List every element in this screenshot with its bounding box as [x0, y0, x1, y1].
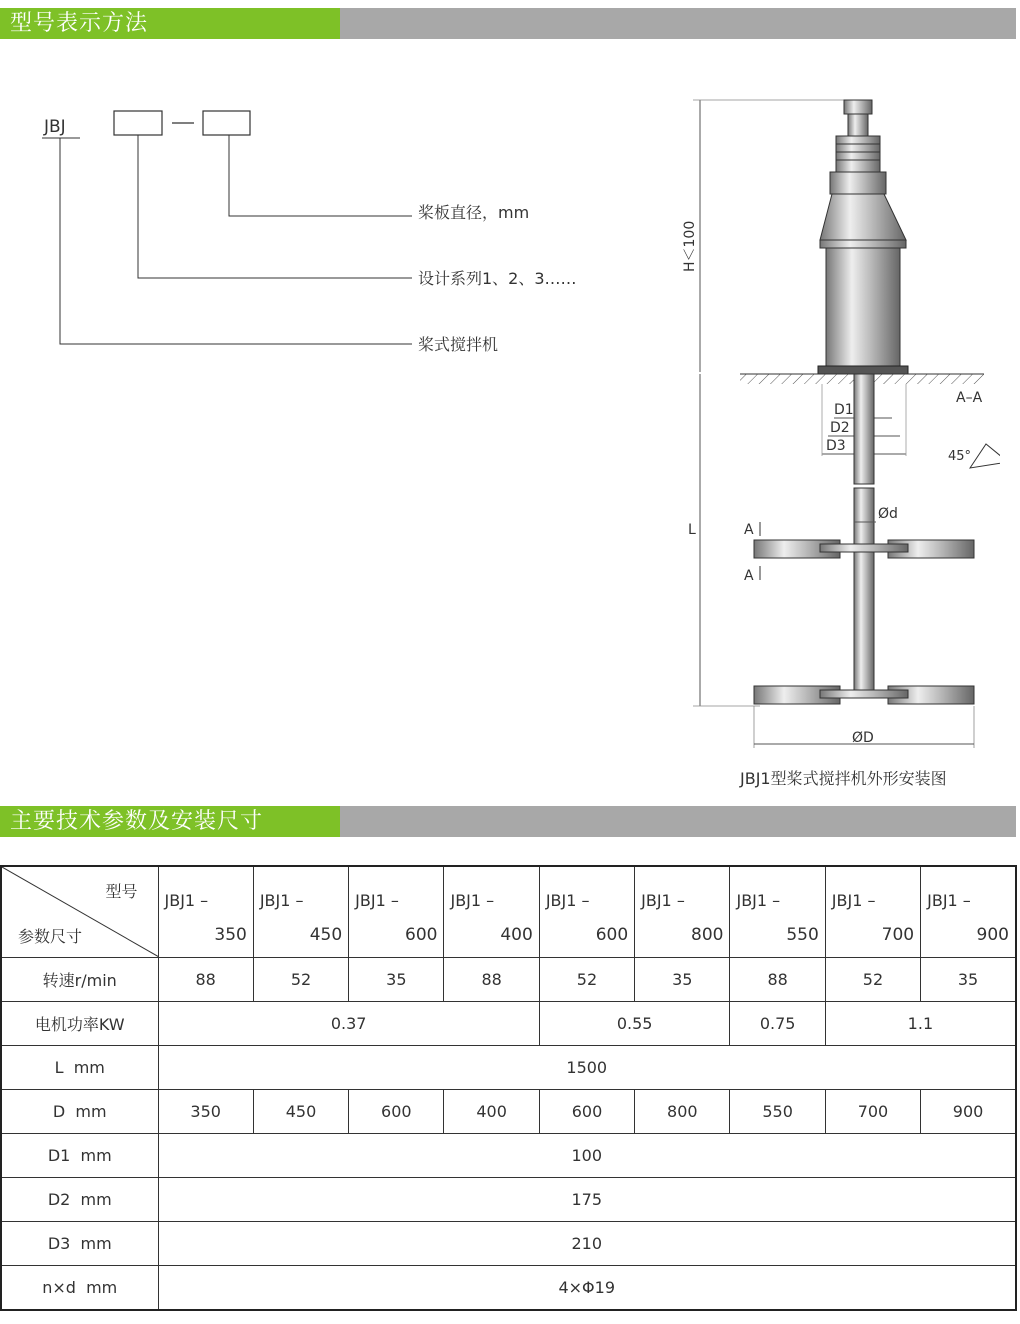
table-cell: 52	[825, 958, 920, 1002]
spec-table	[0, 865, 1017, 1311]
row-label: 转速r/min	[1, 958, 158, 1002]
motor-cap	[844, 100, 872, 114]
model-size: 900	[976, 925, 1009, 945]
section-aa-label: A–A	[956, 390, 983, 406]
legend-diameter: 桨板直径，mm	[418, 203, 530, 222]
section-a-top: A	[744, 522, 754, 538]
model-size: 600	[405, 925, 438, 945]
model-size: 550	[786, 925, 819, 945]
table-cell: 35	[921, 958, 1016, 1002]
table-cell: 210	[158, 1222, 1016, 1266]
table-cell: 1500	[158, 1046, 1016, 1090]
shaft-lower	[854, 488, 874, 698]
table-row	[1, 1090, 1016, 1134]
table-cell: 0.75	[730, 1002, 825, 1046]
model-series: JBJ1 –	[164, 891, 209, 910]
table-cell: 88	[158, 958, 253, 1002]
table-row	[1, 1266, 1016, 1311]
leader-diameter	[229, 135, 412, 216]
model-header-cell	[730, 866, 825, 958]
table-cell: 600	[539, 1090, 634, 1134]
dim-h-label: H＜100	[682, 220, 698, 272]
angle-symbol	[970, 444, 1000, 468]
table-cell: 175	[158, 1178, 1016, 1222]
shaft-upper	[854, 374, 874, 484]
model-size: 350	[214, 925, 247, 945]
model-series: JBJ1 –	[450, 891, 495, 910]
table-cell: 35	[635, 958, 730, 1002]
row-label: D2 mm	[1, 1178, 158, 1222]
table-cell: 450	[253, 1090, 348, 1134]
model-header-cell	[158, 866, 253, 958]
section-a-bottom: A	[744, 568, 754, 584]
model-size: 600	[595, 925, 629, 945]
model-header-cell	[444, 866, 539, 958]
table-cell: 600	[349, 1090, 444, 1134]
table-row	[1, 1178, 1016, 1222]
model-header-cell	[825, 866, 920, 958]
dim-d3-label: D3	[826, 438, 846, 454]
table-cell: 88	[730, 958, 825, 1002]
table-row	[1, 1002, 1016, 1046]
table-row	[1, 1046, 1016, 1090]
table-row	[1, 958, 1016, 1002]
table-row	[1, 1222, 1016, 1266]
table-cell: 52	[539, 958, 634, 1002]
model-series: JBJ1 –	[831, 891, 876, 910]
model-series: JBJ1 –	[927, 891, 971, 910]
table-cell: 35	[349, 958, 444, 1002]
table-cell: 900	[921, 1090, 1016, 1134]
table-cell: 4×Φ19	[158, 1266, 1016, 1311]
dim-d2-label: D2	[830, 420, 850, 436]
section-header-model-code	[0, 8, 1016, 39]
support-column	[826, 248, 900, 368]
model-size: 700	[881, 925, 915, 945]
diameter-box	[203, 111, 250, 135]
model-series: JBJ1 –	[355, 891, 399, 910]
section-header-specs	[0, 806, 1016, 837]
model-size: 800	[691, 925, 724, 945]
mount-flange	[818, 366, 908, 374]
row-label: D3 mm	[1, 1222, 158, 1266]
row-label: D1 mm	[1, 1134, 158, 1178]
table-header-row	[1, 866, 1016, 958]
reducer-cone	[820, 194, 906, 240]
section-title: 主要技术参数及安装尺寸	[10, 809, 264, 834]
series-box	[114, 111, 162, 135]
legend-type: 桨式搅拌机	[418, 335, 499, 354]
model-header-cell	[253, 866, 348, 958]
row-label: D mm	[1, 1090, 158, 1134]
dim-d1-label: D1	[834, 402, 854, 418]
drawing-caption: JBJ1型桨式搅拌机外形安装图	[740, 769, 947, 788]
table-cell: 800	[635, 1090, 730, 1134]
table-corner-cell	[1, 866, 158, 958]
model-header-cell	[921, 866, 1016, 958]
table-cell: 0.55	[539, 1002, 730, 1046]
row-label: 电机功率KW	[1, 1002, 158, 1046]
table-cell: 52	[253, 958, 348, 1002]
model-series: JBJ1 –	[545, 891, 590, 910]
table-row	[1, 1134, 1016, 1178]
model-code-diagram	[0, 90, 620, 370]
legend-series: 设计系列1、2、3……	[418, 269, 577, 288]
corner-param-label: 参数尺寸	[18, 927, 83, 946]
model-prefix: JBJ	[44, 117, 66, 137]
model-header-cell	[635, 866, 730, 958]
table-cell: 700	[825, 1090, 920, 1134]
dim-l-label: L	[688, 522, 696, 538]
leader-type	[60, 138, 412, 344]
model-series: JBJ1 –	[259, 891, 304, 910]
dim-phi-D-label: ØD	[852, 730, 874, 746]
table-cell: 400	[444, 1090, 539, 1134]
angle-label: 45°	[948, 449, 972, 464]
model-size: 450	[309, 925, 343, 945]
table-cell: 100	[158, 1134, 1016, 1178]
model-series: JBJ1 –	[641, 891, 685, 910]
model-series: JBJ1 –	[736, 891, 781, 910]
installation-drawing	[660, 90, 1000, 800]
dim-phi-d-label: Ød	[878, 506, 898, 522]
table-cell: 350	[158, 1090, 253, 1134]
model-header-cell	[539, 866, 634, 958]
table-cell: 1.1	[825, 1002, 1016, 1046]
model-size: 400	[500, 925, 533, 945]
table-cell: 550	[730, 1090, 825, 1134]
corner-model-label: 型号	[105, 882, 138, 901]
leader-series	[138, 135, 412, 278]
table-cell: 0.37	[158, 1002, 539, 1046]
gearbox	[836, 136, 880, 172]
section-title: 型号表示方法	[10, 11, 149, 36]
table-cell: 88	[444, 958, 539, 1002]
row-label: n×d mm	[1, 1266, 158, 1311]
model-header-cell	[349, 866, 444, 958]
row-label: L mm	[1, 1046, 158, 1090]
